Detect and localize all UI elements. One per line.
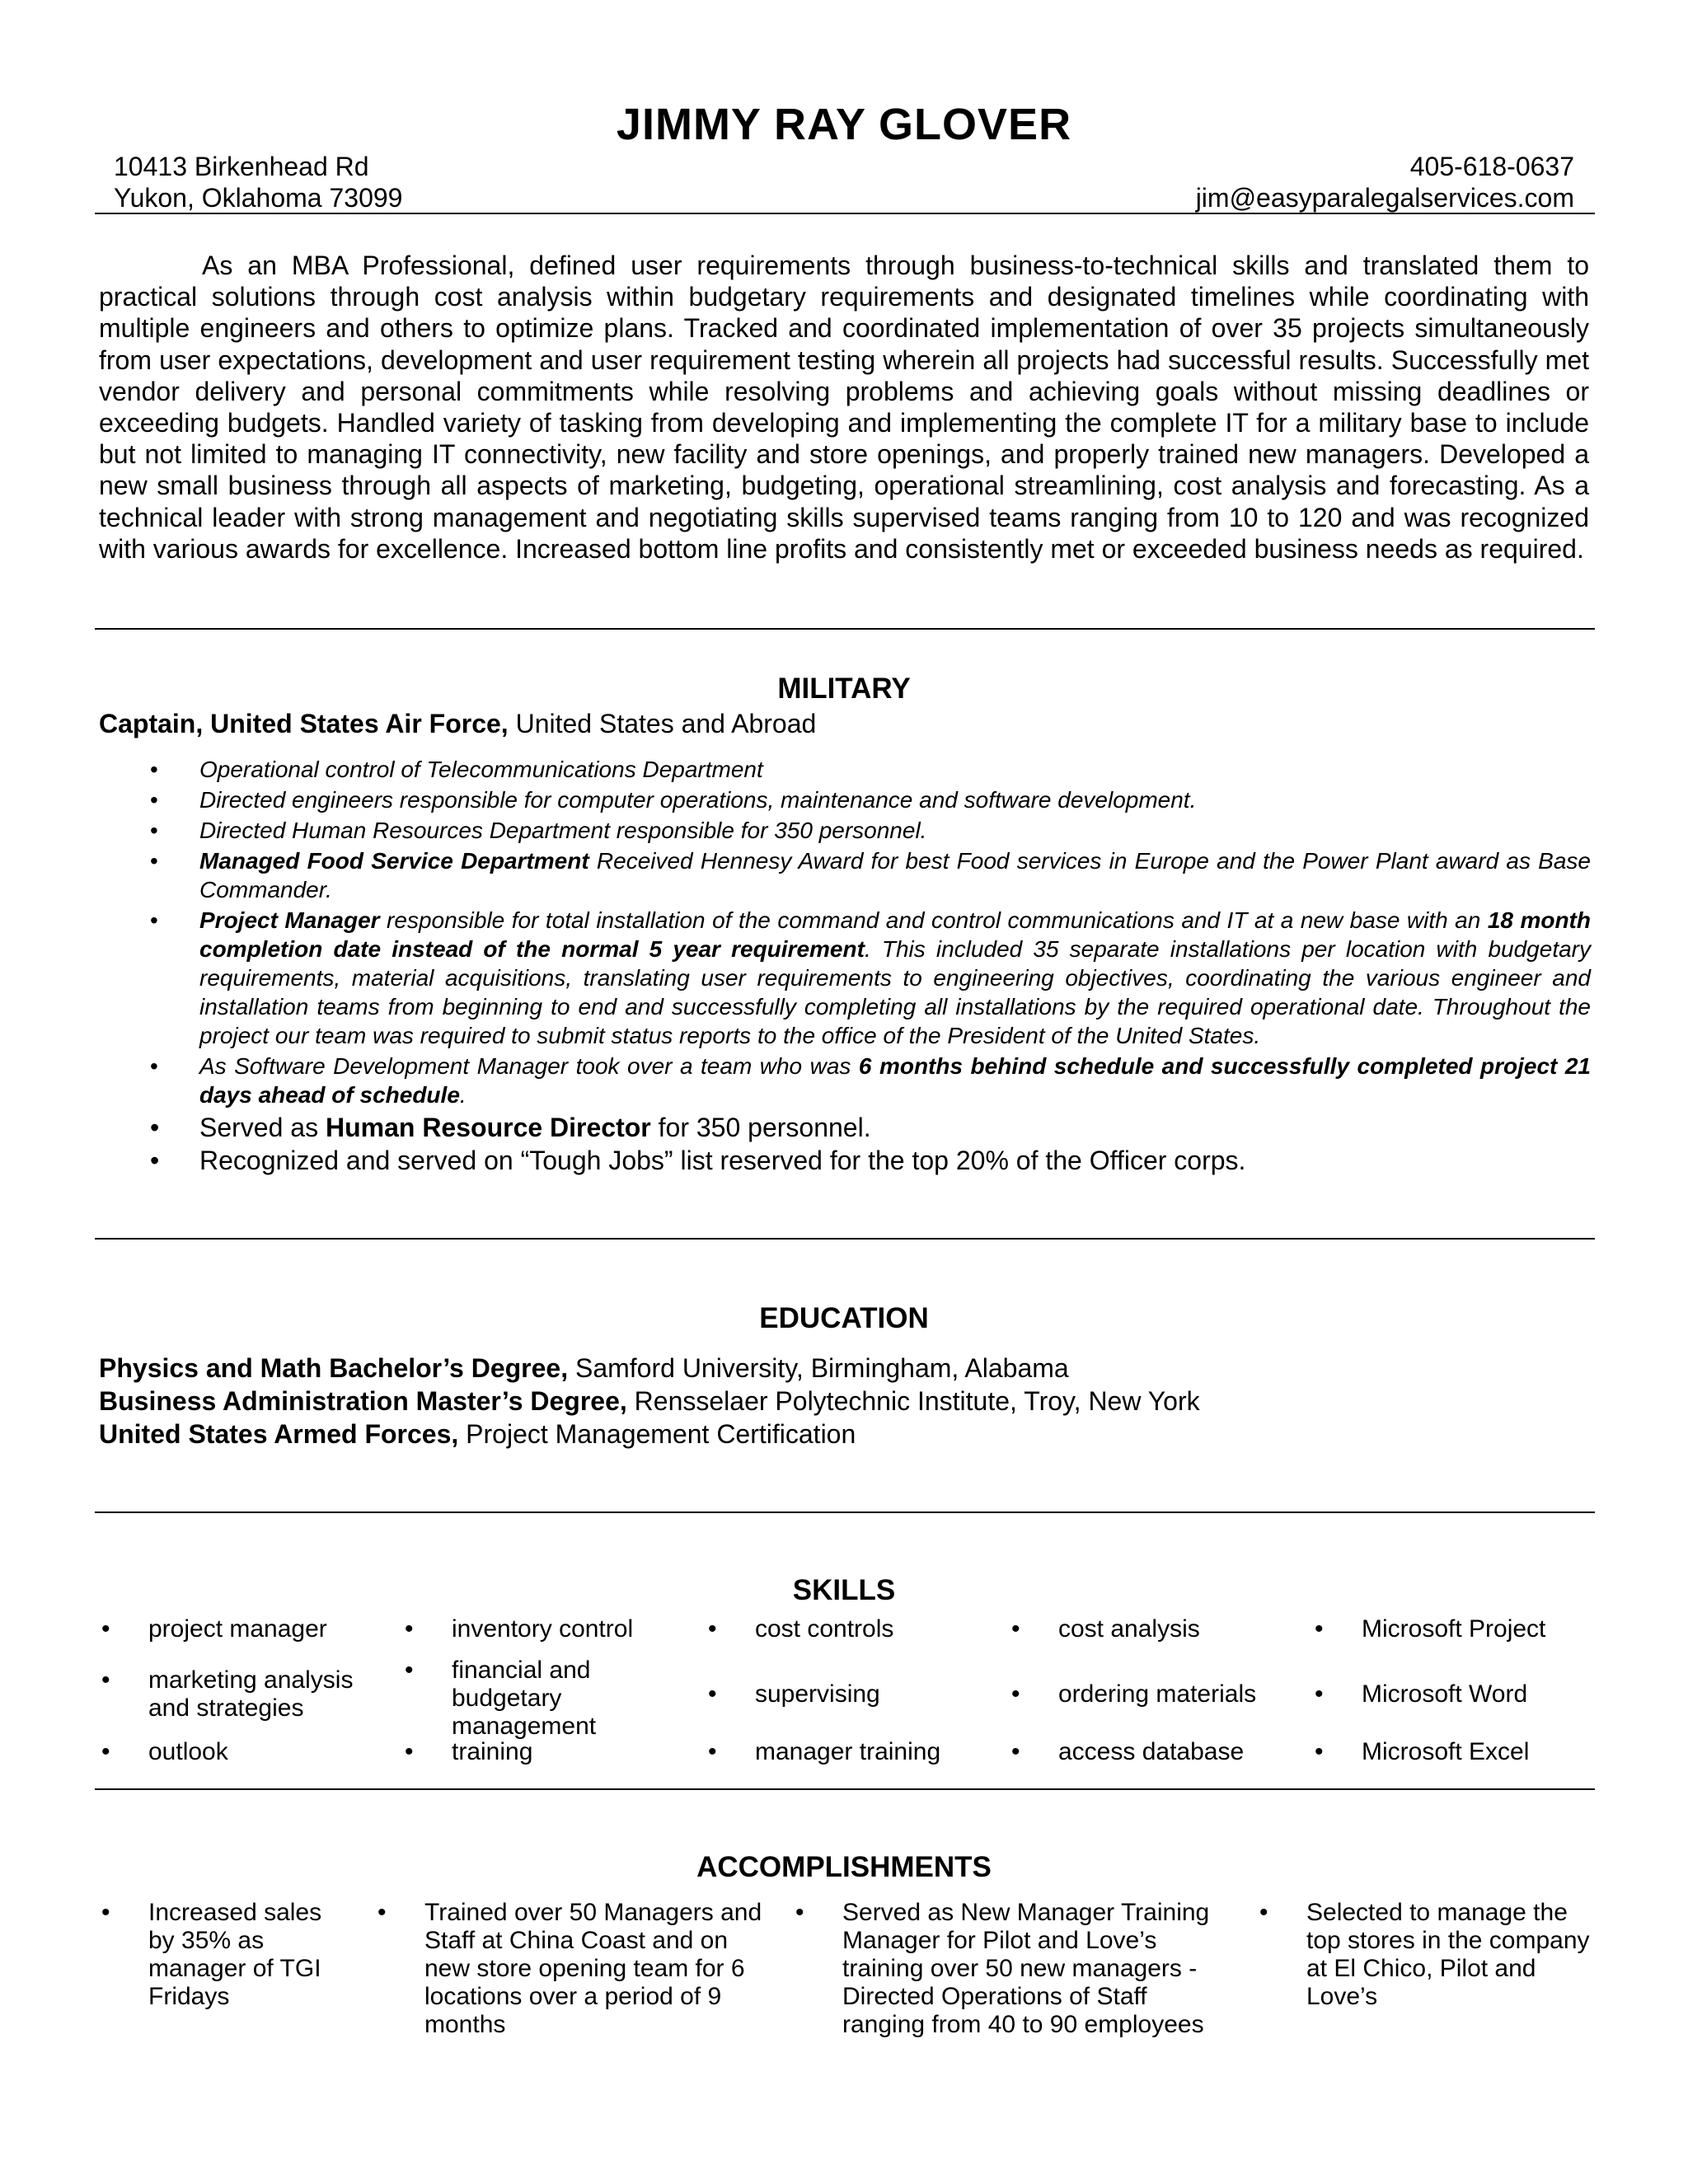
skill-item: • access database <box>1005 1738 1308 1766</box>
bullet-text: for 350 personnel. <box>650 1113 871 1142</box>
military-divider <box>95 1238 1595 1240</box>
candidate-name: JIMMY RAY GLOVER <box>616 100 1072 149</box>
bullet-text: Operational control of Telecommunications Department <box>199 757 763 782</box>
skill-item: • financial and budgetary management <box>398 1657 617 1741</box>
accomplishment-item: • Increased sales by 35% as manager of TGI Fridays <box>95 1899 342 2011</box>
bullet-text: Directed Human Resources Department responsible for 350 personnel. <box>199 818 927 843</box>
bullet-bold-text: 6 months behind schedule and successfully completed project 21 days ahead of schedule <box>199 1053 1591 1108</box>
institution: Rensselaer Polytechnic Institute, Troy, New York <box>626 1386 1200 1416</box>
address-line-2: Yukon, Oklahoma 73099 <box>114 183 403 213</box>
bullet-text: Directed engineers responsible for computer operations, maintenance and software development. <box>199 787 1197 813</box>
accomplishment-item: • Trained over 50 Managers and Staff at China Coast and on new store opening team for 6 locations over a period of 9 months <box>371 1899 771 2039</box>
skill-item: • Microsoft Excel <box>1308 1738 1611 1766</box>
skill-item: • training <box>398 1738 701 1766</box>
degree-name: Business Administration Master’s Degree, <box>99 1386 627 1416</box>
bullet-bold-text: 18 month completion date instead of the normal 5 year requirement <box>199 907 1591 962</box>
military-bullet <box>99 846 1591 904</box>
military-bullet <box>99 785 1591 814</box>
education-entry <box>99 1418 1200 1451</box>
skill-item: • cost controls <box>701 1615 1005 1643</box>
education-heading: EDUCATION <box>759 1302 929 1334</box>
education-divider <box>95 1511 1595 1513</box>
contact-row-2 <box>114 182 1574 213</box>
military-bullet <box>99 1111 1591 1144</box>
accomplishment-item: • Selected to manage the top stores in the company at El Chico, Pilot and Love’s <box>1253 1899 1591 2011</box>
bullet-text: Received Hennesy Award for best Food services in Europe and the Power Plant award as Base Commander. <box>199 848 1591 902</box>
accomplishments-heading: ACCOMPLISHMENTS <box>696 1851 992 1883</box>
military-bullets <box>99 755 1591 1177</box>
education-list <box>99 1352 1200 1451</box>
address-line-1: 10413 Birkenhead Rd <box>114 152 369 181</box>
skill-item: • supervising <box>701 1680 1005 1708</box>
military-heading: MILITARY <box>777 673 911 705</box>
military-role <box>99 708 816 739</box>
skill-item: • Microsoft Project <box>1308 1615 1611 1643</box>
education-entry <box>99 1385 1200 1418</box>
institution: Project Management Certification <box>458 1419 856 1449</box>
bullet-text: As Software Development Manager took over a team who was <box>199 1053 859 1079</box>
contact-row-1 <box>114 151 1574 182</box>
phone-number: 405-618-0637 <box>1409 152 1574 181</box>
degree-name: Physics and Math Bachelor’s Degree, <box>99 1353 569 1383</box>
military-bullet <box>99 1052 1591 1109</box>
education-entry <box>99 1352 1200 1385</box>
skills-divider <box>95 1788 1595 1790</box>
military-bullet <box>99 906 1591 1050</box>
military-bullet <box>99 755 1591 784</box>
skill-item: • project manager <box>95 1615 398 1643</box>
military-role-title: Captain, United States Air Force, <box>99 709 509 738</box>
military-bullet <box>99 1144 1591 1177</box>
bullet-bold-text: Human Resource Director <box>325 1113 651 1142</box>
skills-grid <box>95 1615 1603 1772</box>
institution: Samford University, Birmingham, Alabama <box>568 1353 1069 1383</box>
skill-item: • manager training <box>701 1738 1005 1766</box>
summary-divider <box>95 628 1595 630</box>
skill-item: • Microsoft Word <box>1308 1680 1611 1708</box>
bullet-text: . <box>459 1082 467 1108</box>
military-role-location: United States and Abroad <box>508 709 817 738</box>
bullet-bold-text: Managed Food Service Department <box>199 848 589 874</box>
skill-item: • marketing analysis and strategies <box>95 1666 354 1722</box>
email-address: jim@easyparalegalservices.com <box>1195 183 1574 213</box>
accomplishment-item: • Served as New Manager Training Manager for Pilot and Love’s training over 50 new managers - Directed Operations of Staff ranging from 40 to 90 employees <box>789 1899 1221 2039</box>
skills-heading: SKILLS <box>792 1574 896 1606</box>
bullet-text: . This included 35 separate installations per location with budgetary requirements, material acquisitions, translating user requirements to engineering objectives, coordinating the various engineer and installation teams from beginning to end and successfully completing all installations by the required operational date. Throughout the project our team was required to submit status reports to the office of the President of the United States. <box>199 936 1591 1048</box>
skill-item: • ordering materials <box>1005 1680 1308 1708</box>
skill-item: • cost analysis <box>1005 1615 1308 1643</box>
skill-item: • inventory control <box>398 1615 701 1643</box>
professional-summary: As an MBA Professional, defined user requirements through business-to-technical skills and translated them to practical solutions through cost analysis within budgetary requirements and designated timelines while coordinating with multiple engineers and others to optimize plans. Tracked and coordinated implementation of over 35 projects simultaneously from user expectations, development and user requirement testing wherein all projects had successful results. Successfully met vendor delivery and personal commitments while resolving problems and achieving goals without missing deadlines or exceeding budgets. Handled variety of tasking from developing and implementing the complete IT for a military base to include but not limited to managing IT connectivity, new facility and store openings, and properly trained new managers. Developed a new small business through all aspects of marketing, budgeting, operational streamlining, cost analysis and forecasting. As a technical leader with strong management and negotiating skills supervised teams ranging from 10 to 120 and was recognized with various awards for excellence. Increased bottom line profits and consistently met or exceeded business needs as required. <box>99 251 1589 564</box>
bullet-text: Recognized and served on “Tough Jobs” list reserved for the top 20% of the Officer corps. <box>199 1146 1246 1175</box>
bullet-text: Served as <box>199 1113 326 1142</box>
skill-item: • outlook <box>95 1738 398 1766</box>
degree-name: United States Armed Forces, <box>99 1419 459 1449</box>
header-divider <box>95 213 1595 214</box>
military-bullet <box>99 816 1591 845</box>
bullet-bold-text: Project Manager <box>199 907 380 933</box>
bullet-text: responsible for total installation of the command and control communications and IT at a new base with an <box>379 907 1488 933</box>
